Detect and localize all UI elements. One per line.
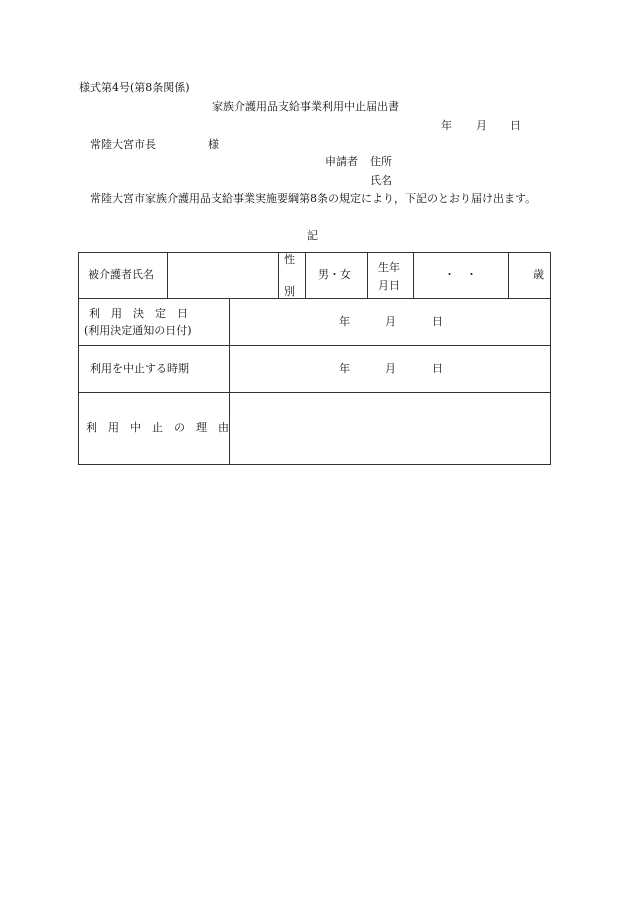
birth-date-field[interactable]: ・ ・ — [444, 268, 477, 281]
applicant-name-label: 氏名 — [370, 174, 392, 187]
decision-day-label: 日 — [432, 315, 443, 328]
document-title: 家族介護用品支給事業利用中止届出書 — [212, 100, 399, 113]
usage-decision-date-label: 利 用 決 定 日 — [89, 307, 188, 320]
suspension-reason-field[interactable] — [236, 398, 544, 458]
decision-year-label: 年 — [339, 315, 350, 328]
suspension-month-label: 月 — [385, 362, 396, 375]
birth-label-bottom: 月日 — [378, 279, 400, 292]
ki-heading: 記 — [307, 229, 318, 242]
suspension-period-label: 利用を中止する時期 — [90, 362, 189, 375]
form-number: 様式第4号(第8条関係) — [79, 81, 190, 94]
sex-options[interactable]: 男・女 — [318, 268, 351, 281]
suspension-reason-label: 利 用 中 止 の 理 由 — [86, 421, 229, 434]
statement-text: 常陸大宮市家族介護用品支給事業実施要綱第8条の規定により，下記のとおり届け出ます。 — [90, 192, 537, 205]
addressee-honorific: 様 — [208, 138, 219, 151]
date-year-label: 年 — [441, 119, 452, 132]
care-recipient-name-label: 被介護者氏名 — [88, 268, 154, 281]
addressee-name: 常陸大宮市長 — [90, 138, 156, 151]
sex-label-top: 性 — [284, 253, 295, 266]
sex-label-bottom: 別 — [284, 285, 295, 298]
birth-label-top: 生年 — [378, 261, 400, 274]
date-month-label: 月 — [476, 119, 487, 132]
usage-decision-date-sublabel: (利用決定通知の日付) — [84, 324, 192, 337]
care-recipient-name-field[interactable] — [178, 257, 268, 293]
suspension-day-label: 日 — [432, 362, 443, 375]
applicant-address-label: 住所 — [370, 155, 392, 168]
applicant-label: 申請者 — [325, 155, 358, 168]
age-label: 歳 — [533, 268, 544, 281]
decision-month-label: 月 — [385, 315, 396, 328]
date-day-label: 日 — [510, 119, 521, 132]
suspension-year-label: 年 — [339, 362, 350, 375]
